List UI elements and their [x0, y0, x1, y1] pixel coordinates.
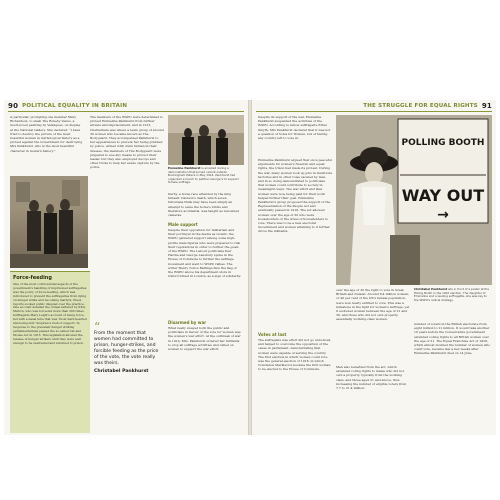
buckingham-caption-title: Emmeline Pankhurst — [168, 167, 201, 170]
right-col3-text: number of voters in the British electorate from eight million to 21 million. It would take another 10 years before the Conservative government extended voting rights to all British women over the age of 21. The Equal Franchise Act of 1928, which almost doubled the number of women who could vote, became law a few weeks after Emmeline Pankhurst died on 14 June. — [414, 322, 491, 356]
polling-booth-photo — [336, 115, 492, 285]
page-number: 91 — [481, 102, 492, 110]
votes-at-last-heading: Votes at last — [258, 332, 287, 337]
left-col1-text: is particular, prompting one member Mary Richardson, to slash The Rokeby Venus, a much-loved painting by Velázquez, on display at the National Gallery. She declared: “I have tried to destroy the picture of the most beautiful woman in mythological history as a protest against the Government for destroying Mrs Pankhurst, who is the most beautiful character in modern history.” — [10, 115, 83, 153]
sign-arrow-icon: → — [437, 207, 449, 223]
pankhurst-arrest-photo — [10, 176, 88, 268]
right-col1-text-a: Despite its support of the war, Emmeline Pankhurst suspended the activities of the WSPU. According to fellow suffragette Ethel Smyth, Mrs Pankhurst declared that it was not a question of Votes for Women, but of having any country left to vote in. — [258, 115, 331, 141]
male-support-heading: Male support — [168, 222, 198, 227]
page-number: 90 — [8, 102, 19, 110]
pull-quote — [94, 322, 164, 374]
right-col2-text: over the age of 30 the right to vote in Great Britain and Ireland. Around 8.4 million women, or 40 per cent of the UK's female population, were now newly entitled to vote. This was a milestone in the fight for women's suffrage, yet it excluded women between the age of 21 and 30, and those who did not own property, essentially working-class women. — [336, 288, 410, 322]
polling-photo-caption — [414, 288, 492, 318]
polling-booth-photo-drawing — [336, 115, 492, 285]
quote-text: From the moment that women had committed to prison, hunger-strikes, and forcible feeding as the price of the vote, the vote really was theirs. — [94, 331, 159, 366]
right-col1-text-b: Emmeline Pankhurst argued that once peaceful arguments for women's freedom and equal rights, the Union had made its protest. During the war, many women took up jobs in munitions factories and in other roles vacated by men, and in so doing demonstrated to politicians that women could contribute to society in meaningful ways. The war effort and that women were now being paid for their work helped further their goal. Emmeline Pankhurst's group proposed the support of the Representation of the People Act and eventually passed in 1918. The act allowed women over the age of 30 who were householders or the wives of householders to vote. There was to be a new electoral Government and women attaining to it further drove the militants. — [258, 158, 332, 234]
header-rule — [8, 111, 244, 112]
disarmed-by-war-text: What really swayed both the public and politicians in favour of the vote for women was the women's war effort. At the outbreak of war in 1914, Mrs. Pankhurst ordered her militants to stop all suffrage activities and called on women to support the war effort. — [168, 326, 241, 352]
left-col2-text: The members of the WSPU were determined to protest Emmeline Pankhurst from further arrests and imprisonment, and in 1913, Cheltenham was where a team group of around 30 women who became known as The Bodyguard. They accompanied Pankhurst to her appearances to prevent her being grabbed by police. Armed with clubs hidden in their dresses, the members of The Bodyguard were prepared to use any means to protect their leader, but they also employed decoys and other tricks to help her evade capture by the police. — [90, 115, 164, 170]
quote-author: Christabel Pankhurst — [94, 369, 149, 374]
quote-mark-icon: “ — [94, 320, 101, 334]
left-page — [4, 100, 248, 435]
sidebar-text: One of the most controversial aspects of the government's handling of imprisoned suffragettes was the policy of force-feeding, which was introduced to prevent the suffragettes from dying on hunger strike and becoming martyrs. Press reports evoked public disquiet over the practice. One account detailed the ordeal suffered by Kitty Marion, who was force-fed more than 200 times. Suffragette Mary Leigh's account of being force-fed with a nasal tube that was "most hard-hearted and being sick" inspired a rush of support. In response to the prevalent hunger striking parliamentarians passed the so-called Cat and Mouse Act in 1913. This legislation allowed the release of hunger strikers until they were well enough to be rearrested and returned to prison. — [13, 282, 87, 345]
votes-at-last-section — [258, 330, 332, 433]
running-head: THE STRUGGLE FOR EQUAL RIGHTS — [363, 103, 478, 109]
header-rule — [256, 111, 492, 112]
sidebar-title: Force-feeding — [13, 275, 52, 281]
disarmed-by-war-heading: Disarmed by war — [168, 320, 207, 325]
sign-line1: POLLING BOOTH — [401, 138, 485, 148]
right-col2-text-b: Men also benefited from the act, which extended voting rights to males who did not own a property, typically from the working class, and those aged 21 and above, thus increasing the number of eligible voters from 7.7 to 21.4 million. — [336, 365, 407, 391]
buckingham-arrest-photo-drawing — [168, 115, 244, 165]
running-head: POLITICAL EQUALITY IN BRITAIN — [22, 103, 128, 109]
left-col3-text-a: Derby, a horse race attended by the king himself. Davison's death, which seven historians think may have been simply an attempt to seize the horse's bridle and therefore accidental, was taught as renowned cameras. — [168, 192, 240, 218]
polling-caption-title: Christabel Pankhurst — [414, 288, 448, 291]
buckingham-caption-text: is arrested during a demonstration that turned violent outside Buckingham Palace in May 1914. Pankhurst had organized a march to petition George V to support female suffrage. — [168, 167, 239, 185]
force-feeding-sidebar — [10, 271, 90, 433]
right-page — [252, 100, 496, 435]
sign-line2: WAY OUT — [401, 186, 485, 205]
male-support-text: Despite their opposition for militarism and their portrayal in the media as violent, the WSPU garnered support among some high-profile male figures who were prepared to risk their reputations in order to further the goals of the WSPU. The Labour politicians Keir Hardie and George Lansbury spoke in the House of Commons to further the suffrage movement and went to WSPU rallies. The writer Henry Torice Battings flew the flag of the WSPU above his department store in Oxford Street in London, as a sign of solidarity. — [168, 228, 242, 279]
votes-at-last-text: The suffragists was effort did not go unnoticed, and helped to overcome the opposition of the cause in parliament, demonstrating that women were capable of serving the country. The first election in which women could vote was the general election of 1918, in which Constance Markievicz became the first woman to be elected to the House of Commons. — [258, 338, 332, 372]
buckingham-arrest-photo — [168, 115, 244, 165]
disarmed-by-war-section — [168, 318, 242, 433]
polling-caption-text: sits in front of a poster at the Polling Booth in the 1910 election. The daughter of Emmeline and a leading suffragette, she was key to the WSPU's radical strategy. — [414, 288, 490, 302]
male-support-section — [168, 220, 242, 316]
pankhurst-arrest-photo-drawing — [10, 176, 88, 268]
buckingham-photo-caption — [168, 167, 244, 189]
